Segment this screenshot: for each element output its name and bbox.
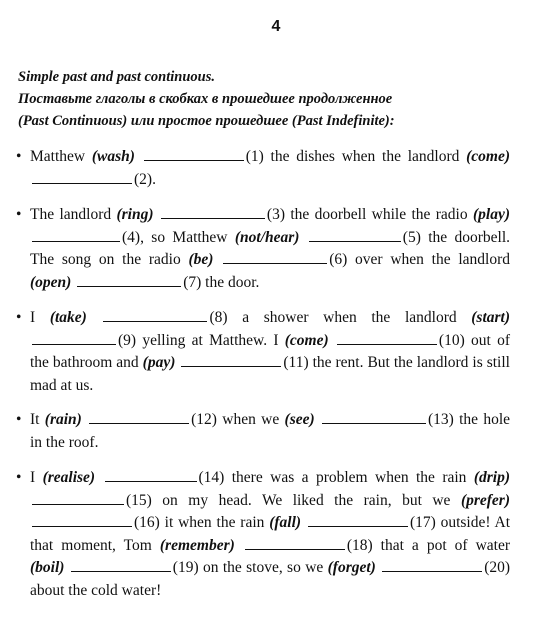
instructions: [18, 66, 518, 132]
answer-blank-5[interactable]: [309, 227, 401, 242]
verb-hint: (wash): [91, 148, 135, 165]
bullet: •: [16, 469, 22, 486]
verb-hint: (start): [471, 309, 510, 326]
item-text: (20) about the cold water!: [30, 559, 511, 599]
answer-blank-1[interactable]: [144, 146, 244, 161]
verb-hint: (rain): [44, 411, 82, 428]
item-text: (8) a shower when the landlord: [209, 309, 472, 326]
verb-hint: (come): [284, 331, 329, 349]
item-text: (10) out of the bathroom and: [30, 331, 510, 371]
instructions-line-ru-2: (Past Continuous) или простое прошедшее (Past Indefinite):: [18, 113, 395, 129]
item-text: (7) the door.: [183, 273, 260, 291]
bullet: •: [16, 309, 22, 326]
verb-hint: (come): [466, 148, 510, 165]
bullet: •: [16, 411, 22, 428]
answer-blank-15[interactable]: [32, 490, 124, 505]
verb-hint: (prefer): [460, 491, 510, 509]
item-text: (6) over when the landlord: [329, 251, 511, 268]
verb-hint: (play): [472, 206, 510, 223]
verb-hint: (take): [49, 309, 87, 326]
page-number: 4: [271, 18, 281, 35]
instructions-title: Simple past and past continuous.: [18, 69, 216, 85]
answer-blank-17[interactable]: [308, 512, 408, 527]
exercise-item-1: [16, 146, 510, 191]
answer-blank-11[interactable]: [181, 352, 281, 367]
bullet: •: [16, 148, 22, 165]
answer-blank-8[interactable]: [103, 307, 207, 322]
item-text: (14) there was a problem when the rain: [198, 469, 474, 486]
answer-blank-7[interactable]: [77, 272, 181, 287]
verb-hint: (fall): [269, 514, 302, 531]
answer-blank-4[interactable]: [32, 227, 120, 242]
verb-hint: (boil): [30, 559, 65, 576]
exercise-item-2: [16, 204, 510, 294]
answer-blank-18[interactable]: [245, 535, 345, 550]
answer-blank-14[interactable]: [105, 467, 197, 482]
answer-blank-19[interactable]: [71, 557, 171, 572]
bullet: •: [16, 206, 22, 223]
item-text: (17) outside! At that moment, Tom: [30, 514, 511, 554]
verb-hint: (ring): [116, 206, 154, 223]
item-text: Matthew: [30, 148, 92, 165]
verb-hint: (not/hear): [234, 228, 300, 246]
item-text: (19) on the stove, so we: [172, 559, 328, 576]
item-text: (15) on my head. We liked the rain, but we: [126, 491, 461, 509]
answer-blank-10[interactable]: [337, 330, 437, 345]
verb-hint: (be): [188, 251, 214, 268]
answer-blank-13[interactable]: [322, 409, 426, 424]
verb-hint: (open): [30, 273, 72, 291]
item-text: (5) the doorbell. The song on the radio: [30, 228, 510, 268]
answer-blank-2[interactable]: [32, 169, 132, 184]
answer-blank-6[interactable]: [223, 249, 327, 264]
answer-blank-12[interactable]: [89, 409, 189, 424]
item-text: (9) yelling at Matthew. I: [118, 331, 285, 349]
verb-hint: (pay): [142, 354, 176, 371]
instructions-line-ru-1: Поставьте глаголы в скобках в прошедшее продолженное: [18, 91, 393, 107]
exercise-item-4: [16, 409, 510, 454]
answer-blank-20[interactable]: [382, 557, 482, 572]
answer-blank-16[interactable]: [32, 512, 132, 527]
verb-hint: (drip): [473, 469, 511, 486]
verb-hint: (see): [284, 411, 315, 428]
item-text: I: [30, 469, 43, 486]
verb-hint: (remember): [159, 536, 235, 554]
verb-hint: (forget): [327, 559, 376, 576]
item-text: It: [30, 411, 45, 428]
item-text: I: [30, 309, 50, 326]
exercise-item-3: [16, 307, 510, 397]
answer-blank-3[interactable]: [161, 204, 265, 219]
item-text: (16) it when the rain: [134, 514, 270, 531]
item-text: The landlord: [30, 206, 117, 223]
exercise-item-5: [16, 467, 510, 602]
item-text: (2).: [134, 170, 156, 188]
item-text: (3) the doorbell while the radio: [266, 206, 473, 223]
item-text: (18) that a pot of water: [346, 536, 510, 554]
item-text: (12) when we: [191, 411, 285, 428]
item-text: (1) the dishes when the landlord: [245, 148, 467, 165]
answer-blank-9[interactable]: [32, 330, 116, 345]
item-text: (13) the hole in the roof.: [30, 411, 511, 451]
item-text: (11) the rent. But the landlord is still mad at us.: [30, 354, 510, 394]
verb-hint: (realise): [42, 469, 96, 486]
item-text: (4), so Matthew: [122, 228, 235, 246]
